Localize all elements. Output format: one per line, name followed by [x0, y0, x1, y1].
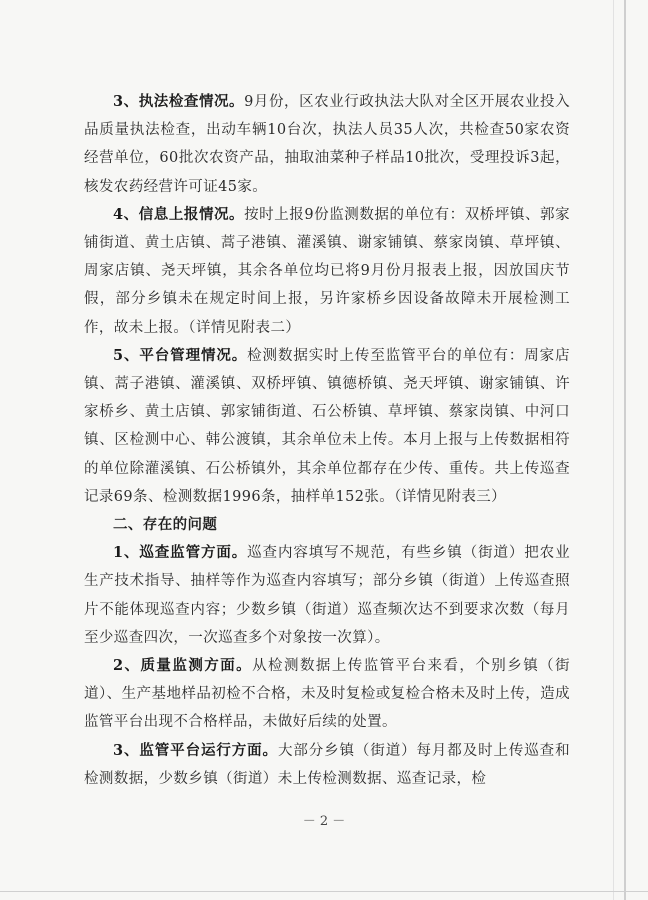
paragraph-info-reporting [84, 201, 570, 342]
paragraph-quality-monitoring [84, 652, 570, 737]
paragraph-lead: 5、平台管理情况。 [113, 346, 248, 364]
section-heading: 二、存在的问题 [113, 517, 218, 534]
paragraph-text: 大部分乡镇（街道）每月都及时上传巡查和检测数据，少数乡镇（街道）未上传检测数据、巡查记录，检 [84, 742, 570, 787]
page-edge-shadow [624, 0, 626, 900]
paragraph-inspection-supervision [84, 539, 570, 652]
paragraph-text: 检测数据实时上传至监管平台的单位有：周家店镇、蒿子港镇、灌溪镇、双桥坪镇、镇德桥镇、尧天坪镇、谢家铺镇、许家桥乡、黄土店镇、郭家铺街道、石公桥镇、草坪镇、蔡家岗镇、中河口镇、区检测中心、韩公渡镇，其余单位未上传。本月上报与上传数据相符的单位除灌溪镇、石公桥镇外，其余单位都存在少传、重传。共上传巡查记录69条、检测数据1996条，抽样单152张。（详情见附表三） [84, 347, 570, 505]
page-number: － 2 － [302, 814, 346, 829]
paragraph-text: 从检测数据上传监管平台来看，个别乡镇（街道）、生产基地样品初检不合格，未及时复检或复检合格未及时上传，造成监管平台出现不合格样品，未做好后续的处置。 [84, 658, 570, 731]
paragraph-lead: 2、质量监测方面。 [113, 657, 253, 675]
paragraph-text: 巡查内容填写不规范，有些乡镇（街道）把农业生产技术指导、抽样等作为巡查内容填写；部分乡镇（街道）上传巡查照片不能体现巡查内容；少数乡镇（街道）巡查频次达不到要求次数（每月至少巡查四次，一次巡查多个对象按一次算）。 [84, 545, 570, 646]
paragraph-lead: 3、执法检查情况。 [113, 93, 245, 110]
page-edge-line [613, 0, 614, 900]
paragraph-platform-management [84, 342, 570, 511]
paragraph-platform-operation [84, 737, 570, 793]
paragraph-lead: 3、监管平台运行方面。 [113, 741, 278, 759]
paragraph-law-enforcement [84, 88, 570, 201]
paragraph-text: 9月份，区农业行政执法大队对全区开展农业投入品质量执法检查，出动车辆10台次，执法人员35人次，共检查50家农资经营单位，60批次农资产品，抽取油菜种子样品10批次，受理投诉3起，核发农药经营许可证45家。 [84, 94, 570, 195]
paragraph-lead: 1、巡查监管方面。 [113, 544, 248, 562]
document-body [84, 88, 570, 793]
page-bottom-edge [0, 891, 648, 892]
paragraph-text: 按时上报9份监测数据的单位有：双桥坪镇、郭家铺街道、黄土店镇、蒿子港镇、灌溪镇、谢家铺镇、蔡家岗镇、草坪镇、周家店镇、尧天坪镇，其余各单位均已将9月份月报表上报，因放国庆节假，部分乡镇未在规定时间上报，另许家桥乡因设备故障未开展检测工作，故未上报。（详情见附表二） [84, 206, 570, 336]
paragraph-lead: 4、信息上报情况。 [113, 205, 245, 223]
